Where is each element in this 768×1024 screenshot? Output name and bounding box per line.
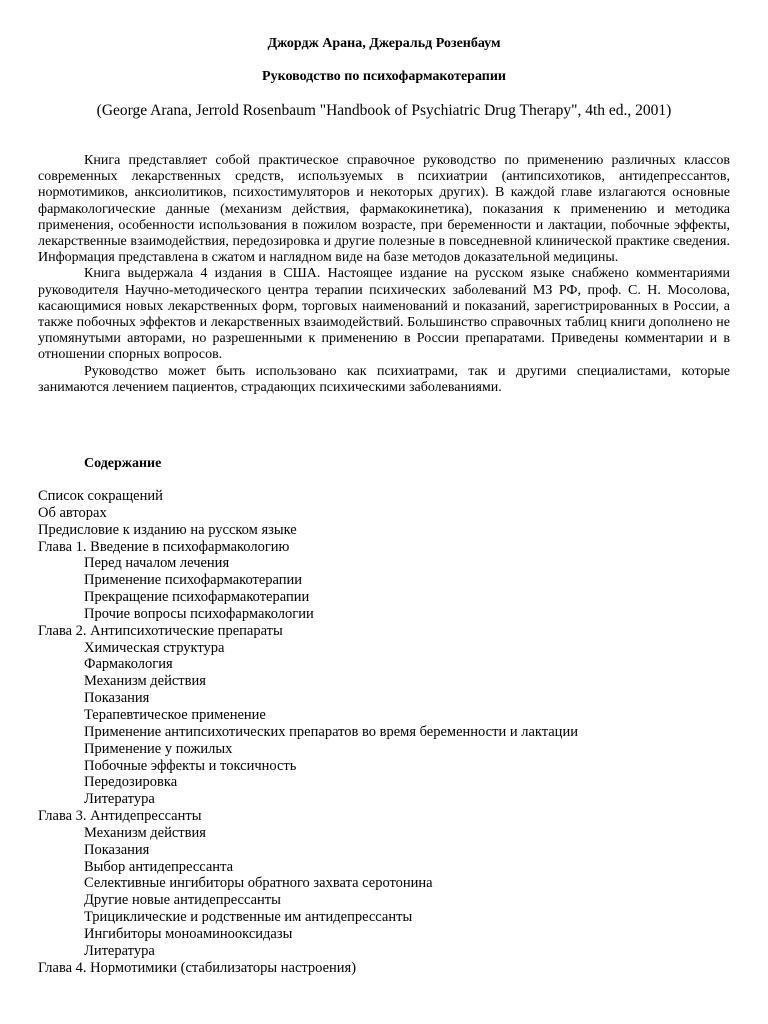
contents-subitem: Химическая структура (84, 639, 225, 656)
contents-subitem: Передозировка (84, 774, 178, 791)
table-of-contents (38, 488, 578, 976)
contents-subitem: Селективные ингибиторы обратного захвата серотонина (84, 875, 433, 892)
contents-subitem: Терапевтическое применение (84, 706, 266, 723)
annotation-paragraph: Книга выдержала 4 издания в США. Настоящее издание на русском языке снабжено комментариями руководителя Научно-методического центра терапии психических заболеваний МЗ РФ, проф. С. Н. Мосолова, касающимися новых лекарственных форм, торговых наименований и показаний, зарегистрированных в России, а также побочных эффектов и лекарственных взаимодействий. Большинство справочных таблиц книги дополнено не упомянутыми авторами, но разрешенными к применению в России препаратами. Приведены комментарии и в отношении спорных вопросов. (38, 266, 730, 363)
contents-subitem: Фармакология (84, 656, 173, 673)
contents-item: Предисловие к изданию на русском языке (38, 521, 297, 538)
contents-subitem: Перед началом лечения (84, 555, 230, 572)
contents-subitem: Применение антипсихотических препаратов во время беременности и лактации (84, 723, 578, 740)
contents-subitem: Прекращение психофармакотерапии (84, 589, 310, 606)
contents-subitem: Трициклические и родственные им антидепрессанты (84, 909, 413, 926)
contents-subitem: Применение психофармакотерапии (84, 572, 303, 589)
contents-heading: Содержание (84, 456, 162, 471)
contents-subitem: Побочные эффекты и токсичность (84, 757, 297, 774)
contents-subitem: Механизм действия (84, 824, 206, 841)
book-authors: Джордж Арана, Джеральд Розенбаум (267, 36, 501, 51)
contents-subitem: Ингибиторы моноаминооксидазы (84, 925, 293, 942)
original-edition-note: (George Arana, Jerrold Rosenbaum "Handbook of Psychiatric Drug Therapy", 4th ed., 2001) (96, 102, 672, 119)
contents-item: Глава 3. Антидепрессанты (38, 808, 202, 825)
contents-subitem: Выбор антидепрессанта (84, 858, 234, 875)
contents-subitem: Показания (84, 690, 150, 707)
book-title: Руководство по психофармакотерапии (262, 69, 506, 84)
contents-subitem: Литература (84, 791, 155, 808)
contents-item: Глава 1. Введение в психофармакологию (38, 538, 290, 555)
contents-item: Список сокращений (38, 488, 163, 504)
contents-item: Глава 2. Антипсихотические препараты (38, 622, 283, 639)
contents-subitem: Литература (84, 942, 155, 959)
contents-subitem: Прочие вопросы психофармакологии (84, 605, 314, 622)
annotation-text (38, 153, 730, 396)
contents-item: Об авторах (38, 504, 107, 521)
annotation-paragraph: Руководство может быть использовано как психиатрами, так и другими специалистами, которые занимаются лечением пациентов, страдающих психическими заболеваниями. (38, 363, 730, 395)
contents-subitem: Механизм действия (84, 673, 206, 690)
contents-item: Глава 4. Нормотимики (стабилизаторы настроения) (38, 959, 357, 976)
contents-subitem: Применение у пожилых (84, 740, 233, 757)
contents-subitem: Показания (84, 841, 150, 858)
annotation-paragraph: Книга представляет собой практическое справочное руководство по применению различных классов современных лекарственных средств, используемых в психиатрии (антипсихотиков, антидепрессантов, нормотимиков, анксиолитиков, психостимуляторов и некоторых других). В каждой главе излагаются основные фармакологические данные (механизм действия, фармакокинетика), показания к применению и методика применения, особенности использования в пожилом возрасте, при беременности и лактации, побочные эффекты, лекарственные взаимодействия, передозировка и другие полезные в повседневной клинической практике сведения. Информация представлена в сжатом и наглядном виде на базе методов доказательной медицины. (38, 153, 730, 266)
contents-subitem: Другие новые антидепрессанты (84, 892, 281, 909)
